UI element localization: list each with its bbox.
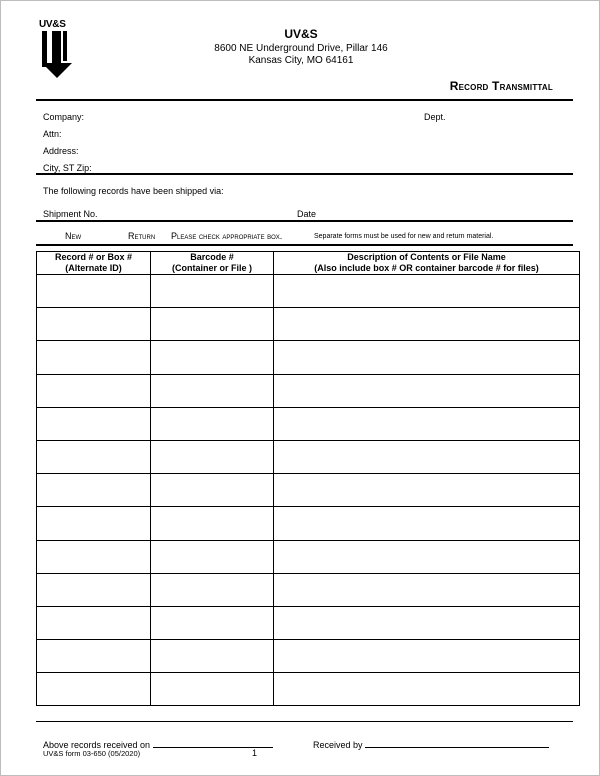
- received-by-field: [313, 738, 549, 750]
- barcode-cell[interactable]: [151, 407, 274, 440]
- description-cell[interactable]: [274, 606, 580, 639]
- logo-text: UV&S: [39, 19, 66, 30]
- table-row: [37, 341, 580, 374]
- description-cell[interactable]: [274, 374, 580, 407]
- description-cell[interactable]: [274, 308, 580, 341]
- table-row: [37, 573, 580, 606]
- record-cell[interactable]: [37, 640, 151, 673]
- record-cell[interactable]: [37, 673, 151, 706]
- company-label: Company:: [43, 112, 85, 122]
- record-cell[interactable]: [37, 275, 151, 308]
- records-table: [36, 251, 580, 706]
- description-cell[interactable]: [274, 640, 580, 673]
- barcode-cell[interactable]: [151, 474, 274, 507]
- org-name: UV&S: [284, 27, 318, 41]
- barcode-cell[interactable]: [151, 507, 274, 540]
- table-row: [37, 407, 580, 440]
- description-cell[interactable]: [274, 507, 580, 540]
- column-header-line1: Description of Contents or File Name: [347, 252, 506, 262]
- received-on-label: Above records received on: [43, 740, 151, 750]
- form-title: Record Transmittal: [449, 79, 553, 93]
- received-by-label: Received by: [313, 740, 363, 750]
- barcode-cell[interactable]: [151, 440, 274, 473]
- record-cell[interactable]: [37, 573, 151, 606]
- record-cell[interactable]: [37, 341, 151, 374]
- divider: [36, 173, 573, 175]
- record-cell[interactable]: [37, 474, 151, 507]
- table-row: [37, 540, 580, 573]
- table-header-row: [37, 252, 580, 275]
- record-cell[interactable]: [37, 606, 151, 639]
- description-cell[interactable]: [274, 440, 580, 473]
- option-return-label: Return: [128, 231, 156, 241]
- table-row: [37, 374, 580, 407]
- barcode-cell[interactable]: [151, 606, 274, 639]
- shipment-no-label: Shipment No.: [43, 209, 98, 219]
- description-cell[interactable]: [274, 474, 580, 507]
- dept-label: Dept.: [424, 112, 446, 122]
- column-header-line1: Barcode #: [190, 252, 234, 262]
- record-cell[interactable]: [37, 440, 151, 473]
- form-id: UV&S form 03-650 (05/2020): [43, 749, 141, 758]
- table-row: [37, 507, 580, 540]
- column-header-line2: (Alternate ID): [65, 263, 122, 273]
- table-row: [37, 275, 580, 308]
- option-new-label: New: [65, 231, 82, 241]
- table-row: [37, 606, 580, 639]
- address-label: Address:: [43, 146, 79, 156]
- table-row: [37, 640, 580, 673]
- table-row: [37, 308, 580, 341]
- description-cell[interactable]: [274, 673, 580, 706]
- table-row: [37, 673, 580, 706]
- barcode-cell[interactable]: [151, 374, 274, 407]
- separate-forms-note: Separate forms must be used for new and return material.: [314, 233, 494, 240]
- barcode-cell[interactable]: [151, 308, 274, 341]
- record-cell[interactable]: [37, 308, 151, 341]
- column-header-record: [37, 252, 151, 275]
- footer-divider: [36, 721, 573, 722]
- barcode-cell[interactable]: [151, 673, 274, 706]
- barcode-cell[interactable]: [151, 341, 274, 374]
- attn-label: Attn:: [43, 129, 62, 139]
- instruction-text: Please check appropriate box.: [171, 231, 283, 241]
- divider: [36, 99, 573, 101]
- table-row: [37, 474, 580, 507]
- description-cell[interactable]: [274, 341, 580, 374]
- description-cell[interactable]: [274, 540, 580, 573]
- received-by-line[interactable]: [365, 738, 549, 748]
- city-st-zip-label: City, ST Zip:: [43, 163, 92, 173]
- table-row: [37, 440, 580, 473]
- divider: [36, 220, 573, 222]
- record-cell[interactable]: [37, 540, 151, 573]
- received-on-line[interactable]: [153, 738, 273, 748]
- description-cell[interactable]: [274, 275, 580, 308]
- barcode-cell[interactable]: [151, 573, 274, 606]
- description-cell[interactable]: [274, 573, 580, 606]
- record-cell[interactable]: [37, 507, 151, 540]
- barcode-cell[interactable]: [151, 275, 274, 308]
- org-address-line2: Kansas City, MO 64161: [248, 55, 354, 66]
- column-header-line1: Record # or Box #: [54, 252, 133, 262]
- column-header-line2: (Container or File ): [171, 263, 252, 273]
- column-header-barcode: [151, 252, 274, 275]
- barcode-cell[interactable]: [151, 540, 274, 573]
- divider: [36, 244, 573, 246]
- record-cell[interactable]: [37, 407, 151, 440]
- record-cell[interactable]: [37, 374, 151, 407]
- date-label: Date: [297, 209, 317, 219]
- org-address-line1: 8600 NE Underground Drive, Pillar 146: [214, 43, 388, 54]
- description-cell[interactable]: [274, 407, 580, 440]
- page-number: 1: [252, 748, 258, 758]
- column-header-description: [274, 252, 580, 275]
- barcode-cell[interactable]: [151, 640, 274, 673]
- shipped-via-label: The following records have been shipped via:: [43, 186, 224, 196]
- column-header-line2: (Also include box # OR container barcode # for files): [314, 263, 539, 273]
